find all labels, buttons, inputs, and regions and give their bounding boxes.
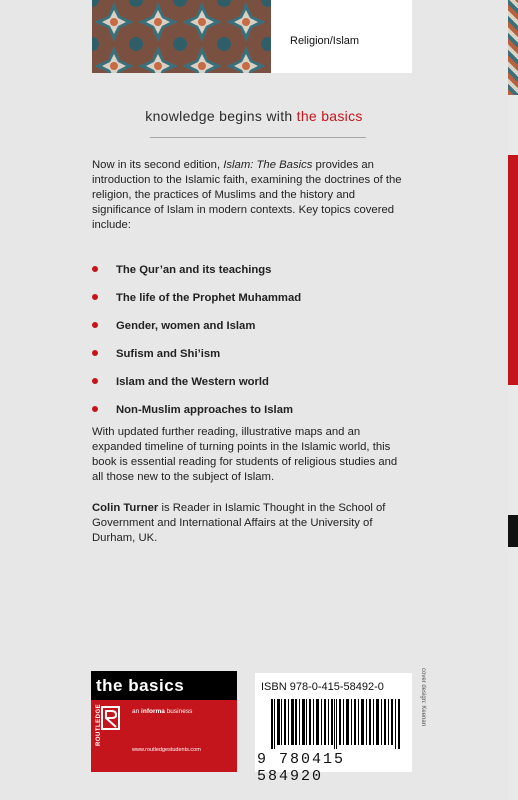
list-item [92,263,422,291]
barcode-icon [271,699,401,749]
bullet-icon [92,378,98,384]
author-name: Colin Turner [92,502,159,514]
barcode-number: 9 780415 584920 [257,751,346,785]
spine-edge [508,0,518,800]
list-item [92,319,422,347]
topic-label: Sufism and Shi’ism [116,348,221,360]
topic-label: The life of the Prophet Muhammad [116,292,302,304]
author-bio [92,501,411,546]
list-item [92,291,422,319]
publisher-name: ROUTLEDGE [96,703,102,746]
informa-suffix: business [164,708,193,715]
topic-label: Non-Muslim approaches to Islam [116,404,294,416]
list-item [92,375,422,403]
bullet-icon [92,322,98,328]
topic-label: Gender, women and Islam [116,320,256,332]
topic-list [92,263,422,431]
publisher-panel [91,700,237,772]
category-label: Religion/Islam [290,35,360,47]
series-logo-box [91,671,237,772]
bullet-icon [92,350,98,356]
cover-pattern-image [92,0,271,73]
spine-pattern [508,0,518,95]
book-title: Islam: The Basics [223,159,313,171]
cover-credit-text: cover design: Keenan [420,668,426,727]
intro-rest: provides an introduction to the Islamic faith, examining the doctrines of the religion, the practices of Muslims and the history and significance of Islam in modern contexts. Key topics covered include: [92,159,402,231]
informa-line [132,708,192,715]
series-tagline [0,108,508,124]
spine-red-band [508,155,518,385]
informa-brand: informa [141,708,165,715]
topic-label: Islam and the Western world [116,376,269,388]
publisher-url: www.routledgestudents.com [132,747,201,753]
cover-credit [414,668,426,776]
tagline-lead: knowledge begins with [145,108,297,124]
category-label-box [271,0,412,73]
isbn-label: ISBN 978-0-415-58492-0 [261,681,384,693]
intro-paragraph [92,158,411,233]
list-item [92,347,422,375]
author-bio-text: is Reader in Islamic Thought in the School of Government and International Affairs at the University of Durham, UK. [92,502,386,544]
isbn-box [255,673,412,785]
summary-paragraph: With updated further reading, illustrative maps and an expanded timeline of turning points in the Islamic world, this book is essential reading for students of religious studies and all those new to the subject of Islam. [92,426,398,483]
tagline-divider [150,137,366,138]
series-title: the basics [96,676,185,695]
bullet-icon [92,406,98,412]
bullet-icon [92,266,98,272]
topic-label: The Qur’an and its teachings [116,264,272,276]
routledge-logo-icon [101,706,121,764]
bullet-icon [92,294,98,300]
tagline-accent: the basics [296,108,363,124]
spine-black-band [508,515,518,547]
intro-prefix: Now in its second edition, [92,159,224,171]
informa-prefix: an [132,708,142,715]
